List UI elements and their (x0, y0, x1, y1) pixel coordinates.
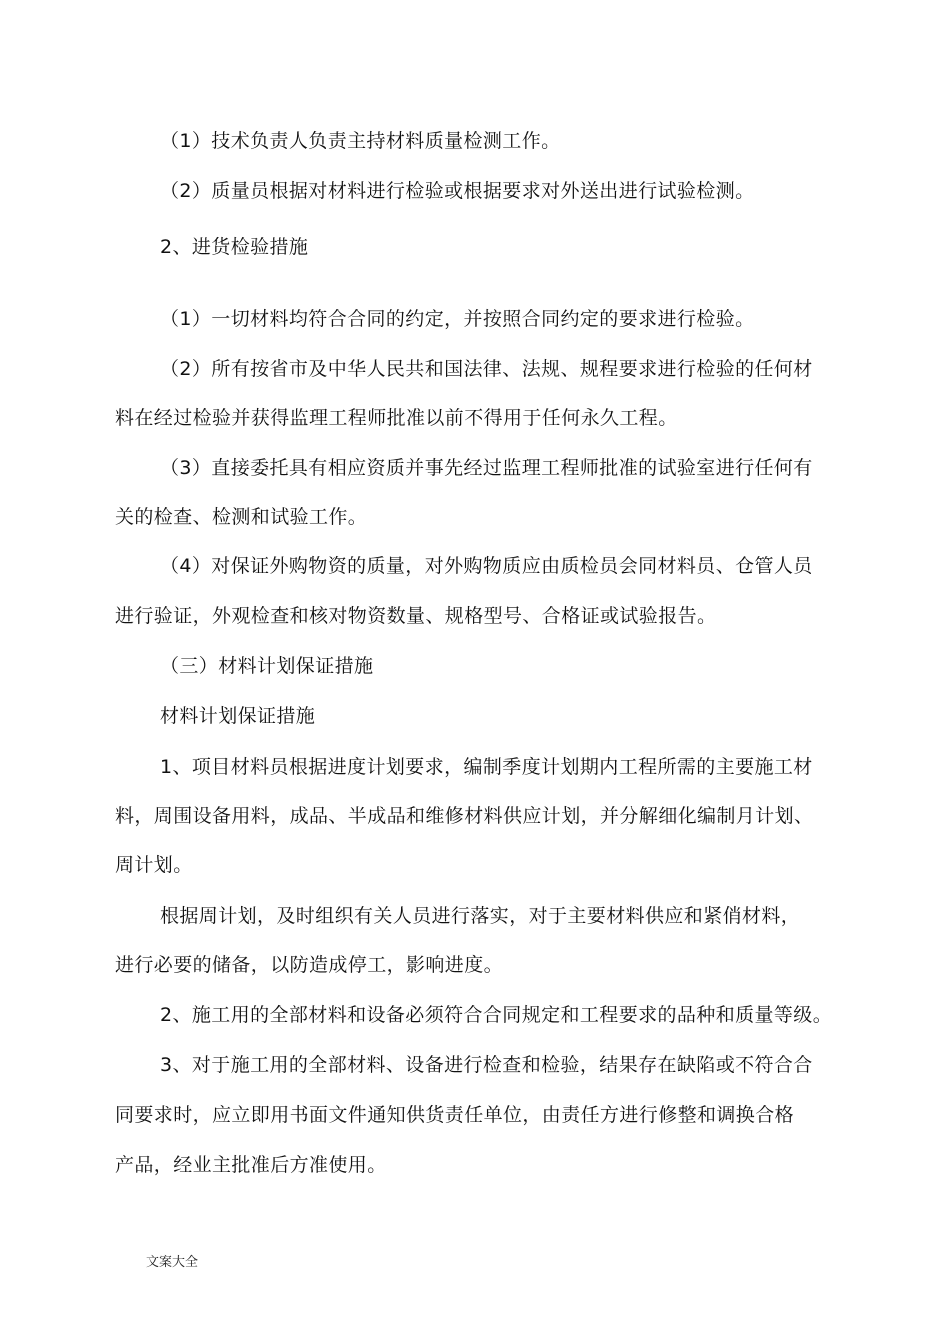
page-footer: 文案大全 (146, 1255, 199, 1270)
subsection-heading: 材料计划保证措施 (160, 705, 316, 727)
paragraph-line: （1）技术负责人负责主持材料质量检测工作。 (160, 130, 561, 152)
section-heading: （三）材料计划保证措施 (160, 655, 374, 677)
paragraph-line: 关的检查、检测和试验工作。 (115, 506, 368, 528)
paragraph-line: 料在经过检验并获得监理工程师批准以前不得用于任何永久工程。 (115, 407, 678, 429)
paragraph-line: （3）直接委托具有相应资质并事先经过监理工程师批准的试验室进行任何有 (160, 457, 813, 479)
paragraph-line: 料，周围设备用料，成品、半成品和维修材料供应计划，并分解细化编制月计划、 (115, 805, 814, 827)
paragraph-line: 3、对于施工用的全部材料、设备进行检查和检验，结果存在缺陷或不符合合 (160, 1054, 813, 1076)
paragraph-line: （4）对保证外购物资的质量，对外购物质应由质检员会同材料员、仓管人员 (160, 555, 813, 577)
paragraph-line: （2）质量员根据对材料进行检验或根据要求对外送出进行试验检测。 (160, 180, 755, 202)
paragraph-line: 进行验证，外观检查和核对物资数量、规格型号、合格证或试验报告。 (115, 605, 717, 627)
paragraph-line: （2）所有按省市及中华人民共和国法律、法规、规程要求进行检验的任何材 (160, 358, 813, 380)
paragraph-line: 2、施工用的全部材料和设备必须符合合同规定和工程要求的品种和质量等级。 (160, 1004, 833, 1026)
paragraph-line: 同要求时，应立即用书面文件通知供货责任单位，由责任方进行修整和调换合格 (115, 1104, 795, 1126)
paragraph-line: 产品，经业主批准后方准使用。 (115, 1154, 387, 1176)
section-heading: 2、进货检验措施 (160, 236, 309, 258)
paragraph-line: 进行必要的储备，以防造成停工，影响进度。 (115, 954, 504, 976)
paragraph-line: 周计划。 (115, 854, 193, 876)
paragraph-line: 根据周计划，及时组织有关人员进行落实，对于主要材料供应和紧俏材料， (160, 905, 801, 927)
paragraph-line: （1）一切材料均符合合同的约定，并按照合同约定的要求进行检验。 (160, 308, 755, 330)
paragraph-line: 1、项目材料员根据进度计划要求，编制季度计划期内工程所需的主要施工材 (160, 756, 813, 778)
